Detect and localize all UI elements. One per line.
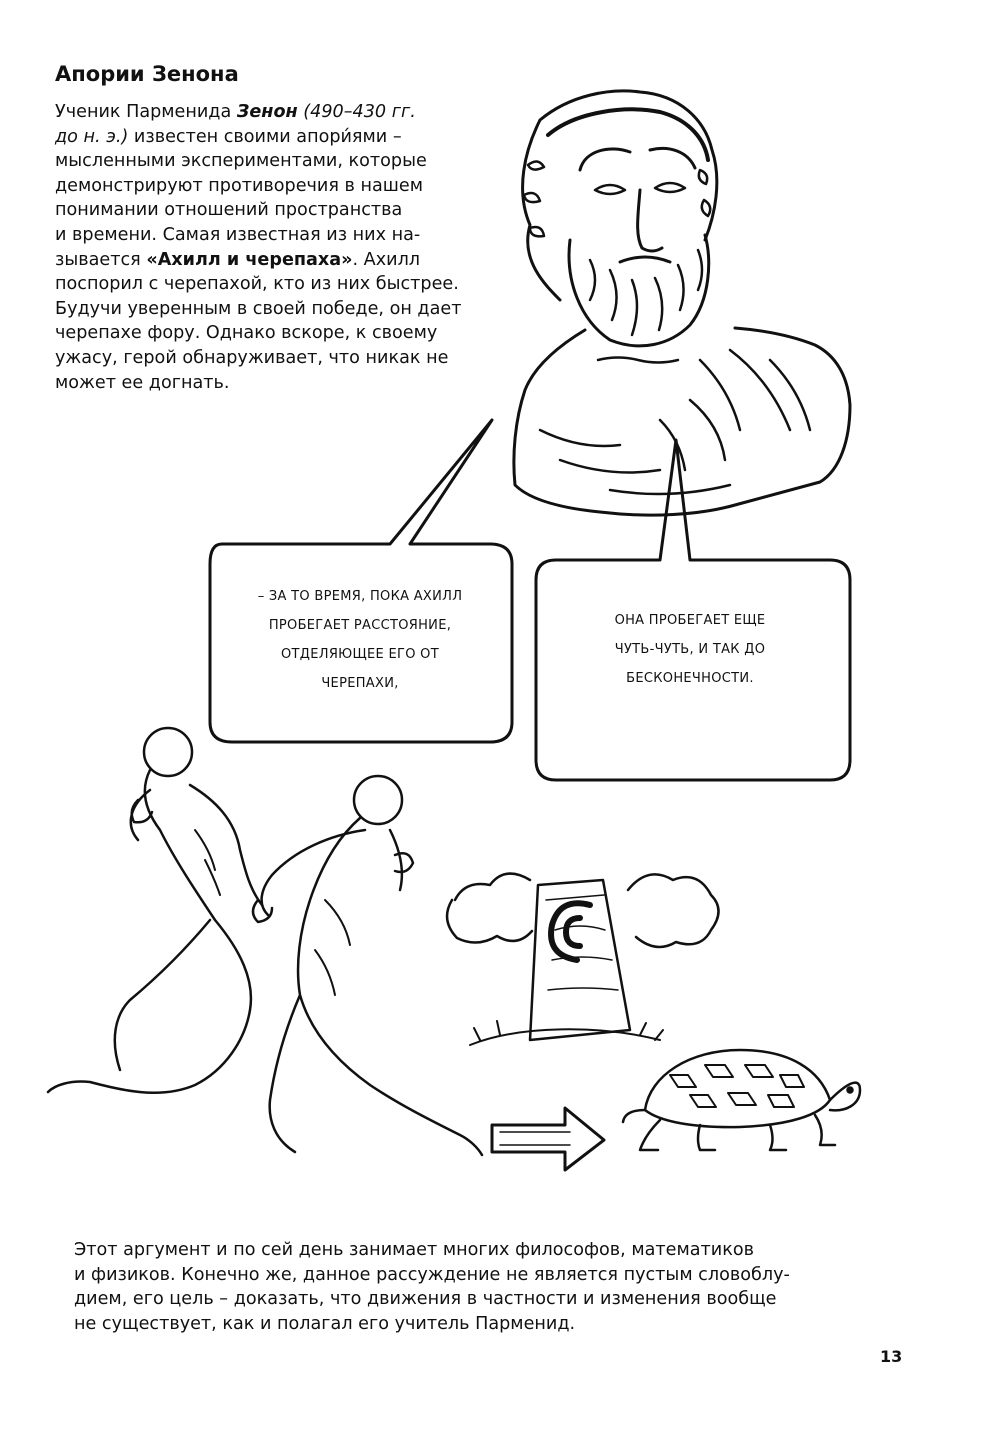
bubble-line: – ЗА ТО ВРЕМЯ, ПОКА АХИЛЛ bbox=[257, 589, 463, 604]
page-title: Апории Зенона bbox=[55, 62, 239, 86]
outro-paragraph bbox=[74, 1238, 914, 1336]
bubble-line: ЧУТЬ-ЧУТЬ, И ТАК ДО bbox=[614, 642, 766, 657]
bubble-line: ОНА ПРОБЕГАЕТ ЕЩЕ bbox=[614, 613, 766, 628]
intro-line: поспорил с черепахой, кто из них быстрее. bbox=[55, 274, 459, 295]
intro-text: зывается bbox=[55, 249, 147, 270]
stone-pillar-illustration bbox=[447, 874, 718, 1045]
intro-line: черепахе фору. Однако вскоре, к своему bbox=[55, 323, 438, 344]
speech-bubble-left-text bbox=[220, 582, 500, 698]
intro-line: ужасу, герой обнаруживает, что никак не bbox=[55, 347, 449, 368]
speech-bubble-right-text bbox=[545, 606, 835, 693]
intro-text: известен своими апори́ями – bbox=[128, 126, 402, 147]
intro-text: Ученик Парменида bbox=[55, 102, 237, 122]
bubble-line: ОТДЕЛЯЮЩЕЕ ЕГО ОТ bbox=[281, 647, 439, 662]
outro-line: Этот аргумент и по сей день занимает многих философов, математиков bbox=[74, 1240, 754, 1260]
intro-line: понимании отношений пространства bbox=[55, 200, 403, 221]
zeno-bust-illustration bbox=[514, 91, 850, 515]
intro-line: демонстрируют противоречия в нашем bbox=[55, 175, 423, 196]
intro-line: может ее догнать. bbox=[55, 372, 230, 393]
outro-line: и физиков. Конечно же, данное рассуждение не является пустым словоблу- bbox=[74, 1264, 790, 1285]
bubble-line: ЧЕРЕПАХИ, bbox=[321, 676, 399, 691]
intro-line: и времени. Самая известная из них на- bbox=[55, 224, 421, 245]
zeno-name: Зенон bbox=[236, 102, 298, 122]
page-number: 13 bbox=[880, 1347, 903, 1366]
tortoise-illustration bbox=[623, 1050, 860, 1150]
arrow-right-icon bbox=[492, 1108, 604, 1170]
outro-line: дием, его цель – доказать, что движения в частности и изменения вообще bbox=[74, 1289, 777, 1310]
intro-line: Будучи уверенным в своей победе, он дает bbox=[55, 298, 462, 319]
running-achilles-illustration bbox=[48, 728, 482, 1155]
zeno-dates-cont: до н. э.) bbox=[55, 126, 129, 147]
bubble-line: БЕСКОНЕЧНОСТИ. bbox=[626, 671, 754, 686]
bubble-line: ПРОБЕГАЕТ РАССТОЯНИЕ, bbox=[268, 618, 452, 633]
intro-text: . Ахилл bbox=[352, 249, 421, 270]
aporia-name: «Ахилл и черепаха» bbox=[146, 249, 353, 270]
intro-line: мысленными экспериментами, которые bbox=[55, 151, 427, 172]
outro-line: не существует, как и полагал его учитель Парменид. bbox=[74, 1313, 576, 1334]
zeno-dates: (490–430 гг. bbox=[297, 102, 416, 122]
